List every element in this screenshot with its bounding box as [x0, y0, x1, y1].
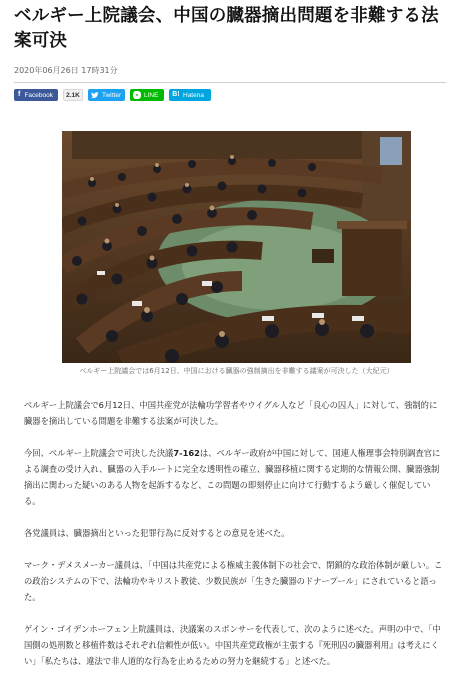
- article-title: ベルギー上院議会、中国の臓器摘出問題を非難する法案可決: [14, 6, 439, 51]
- paragraph: ベルギー上院議会で6月12日、中国共産党が法輪功学習者やウイグル人など「良心の囚人」に対して、強制的に臓器を摘出している問題を非難する法案が可決した。: [24, 400, 438, 426]
- divider: [14, 82, 446, 83]
- twitter-label: Twitter: [102, 91, 122, 99]
- article-body: [24, 397, 444, 684]
- facebook-icon: f: [18, 91, 21, 98]
- parliament-photo: [62, 131, 411, 363]
- hatena-label: Hatena: [183, 91, 204, 99]
- paragraph: [24, 445, 444, 509]
- photo-caption: ベルギー上院議会では6月12日、中国における臓器の強制摘出を非難する議案が可決した（大紀元）: [79, 367, 394, 375]
- hatena-share-button[interactable]: [169, 89, 211, 101]
- paragraph: ゲイン・ゴイデンホーフェン上院議員は、決議案のスポンサーを代表して、次のように述べた。声明の中で、「中国側の処刑数と移植件数はそれぞれ信頼性が低い。中国共産党政権が主張する『死刑囚の臓器利用』は考えにくい」「私たちは、違法で非人道的な行為を止めるための努力を継続する」と述べた。: [24, 624, 441, 666]
- facebook-share-count: 2.1K: [63, 89, 83, 101]
- facebook-label: Facebook: [24, 91, 53, 99]
- paragraph-text: 今回、ベルギー上院議会で可決した決議: [24, 448, 174, 458]
- twitter-bird-icon: [91, 91, 99, 99]
- line-icon: ●: [133, 91, 141, 99]
- resolution-number: 7-162: [173, 448, 200, 458]
- line-share-button[interactable]: [130, 89, 164, 101]
- parliament-illustration: [62, 131, 411, 363]
- twitter-share-button[interactable]: [88, 89, 125, 101]
- hatena-icon: B!: [172, 91, 180, 98]
- paragraph: マーク・デメスメーカー議員は、「中国は共産党による権威主義体制下の社会で、閉鎖的な政治体制が厳しい。この政治システムの下で、法輪功やキリスト教徒、少数民族が「生きた臓器のドナープール」にされていると語った。: [24, 560, 443, 602]
- article-date: 2020年06月26日 17時31分: [14, 66, 118, 75]
- share-bar: [14, 89, 446, 101]
- paragraph: 各党議員は、臓器摘出といった犯罪行為に反対するとの意見を述べた。: [24, 528, 290, 538]
- line-label: LINE: [144, 91, 159, 99]
- facebook-share-button[interactable]: [14, 89, 58, 101]
- paragraph-text: は、ベルギー政府が中国に対して、国連人権理事会特別調査官による調査の受け入れ、臓器の入手ルートに完全な透明性の確立、臓器移植に関する定期的な情報公開、臓器強制摘出に関わった疑いのある人物を起訴するなど、この問題の即刻停止に向けて行動するよう厳しく催促している。: [24, 448, 441, 506]
